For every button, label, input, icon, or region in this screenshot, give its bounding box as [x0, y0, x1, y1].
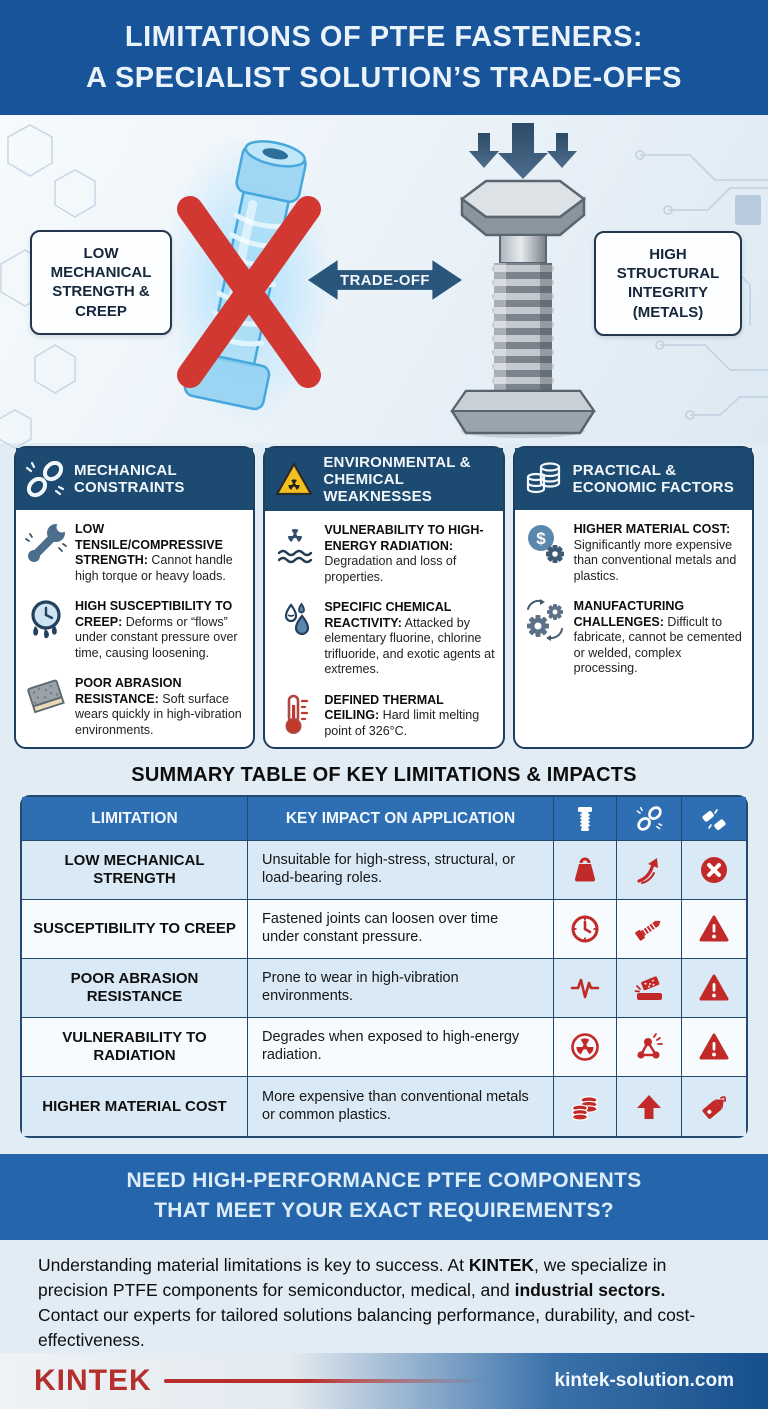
item-lead: DEFINED THERMAL CEILING: — [324, 692, 444, 722]
table-row-limitation: LOW MECHANICAL STRENGTH — [22, 841, 248, 900]
card-mechanical-constraints — [14, 446, 255, 749]
radiation-icon — [570, 1032, 600, 1062]
item-text: Attacked by elementary fluorine, chlorine trifluoride, and exotic agents at extremes. — [324, 615, 495, 676]
bolt-icon — [572, 806, 598, 832]
item-lead: LOW TENSILE/COMPRESSIVE STRENGTH: — [75, 522, 223, 567]
paragraph-text: Understanding material limitations is key to success. At — [38, 1254, 469, 1275]
card-item — [24, 599, 245, 661]
gears-icon — [524, 599, 566, 641]
column-header-limitation: LIMITATION — [22, 797, 248, 841]
coins-stack-icon — [524, 459, 564, 499]
loose-bolt-icon — [634, 914, 664, 944]
warning-triangle-icon — [699, 1032, 729, 1062]
table-row-limitation: POOR ABRASION RESISTANCE — [22, 959, 248, 1018]
limitation-cards — [0, 443, 768, 749]
card-item — [24, 676, 245, 738]
brand-divider-line — [164, 1379, 484, 1383]
metal-strength-label: HIGH STRUCTURAL INTEGRITY (METALS) — [594, 231, 742, 336]
brand-mention: KINTEK — [468, 1254, 535, 1275]
card-practical-economic — [513, 446, 754, 749]
paragraph-text: , we specialize in precision PTFE components for semiconductor, medical, and — [38, 1254, 667, 1300]
card-item — [24, 522, 245, 584]
item-text: Deforms or “flows” under constant pressure over time, causing loosening. — [75, 614, 238, 660]
wrench-icon — [25, 522, 67, 564]
card-environmental-weaknesses — [263, 446, 504, 749]
item-text: Degradation and loss of properties. — [324, 554, 457, 584]
thermometer-icon — [274, 693, 316, 735]
broken-chain-icon — [25, 459, 65, 499]
table-row-limitation: SUSCEPTIBILITY TO CREEP — [22, 900, 248, 959]
kintek-logo: KINTEK — [34, 1363, 152, 1397]
up-arrow-icon — [634, 1092, 664, 1122]
card-item — [523, 522, 744, 584]
warning-triangle-icon — [699, 973, 729, 1003]
card-item — [273, 600, 494, 678]
summary-table-title: SUMMARY TABLE OF KEY LIMITATIONS & IMPACTS — [131, 764, 637, 786]
price-tag-icon — [699, 1092, 729, 1122]
weight-icon — [570, 855, 600, 885]
page-title-line2: A SPECIALIST SOLUTION’S TRADE-OFFS — [86, 61, 682, 94]
paragraph-bold-text: industrial sectors. — [514, 1279, 666, 1300]
card-item — [523, 599, 744, 677]
paragraph-text: Contact our experts for tailored solutions balancing performance, durability, and cost-effectiveness. — [38, 1304, 696, 1350]
item-lead: VULNERABILITY TO HIGH-ENERGY RADIATION: — [324, 523, 484, 553]
deflection-arrow-icon — [634, 855, 664, 885]
svg-text:$: $ — [535, 529, 546, 548]
closing-paragraph — [0, 1240, 768, 1353]
radiation-warning-icon — [274, 460, 314, 500]
abrasive-pad-icon — [25, 676, 67, 718]
item-text: Hard limit melting point of 326°C. — [324, 708, 480, 738]
cta-line1: NEED HIGH-PERFORMANCE PTFE COMPONENTS — [126, 1169, 642, 1192]
cross-circle-icon — [699, 855, 729, 885]
item-lead: HIGH SUSCEPTIBILITY TO CREEP: — [75, 599, 233, 629]
table-row-limitation: HIGHER MATERIAL COST — [22, 1077, 248, 1136]
metal-bolt-illustration — [448, 123, 598, 439]
chemical-droplets-icon — [274, 600, 316, 642]
item-lead: SPECIFIC CHEMICAL REACTIVITY: — [324, 600, 452, 630]
table-row-impact: Fastened joints can loosen over time under constant pressure. — [248, 900, 554, 959]
item-lead: HIGHER MATERIAL COST: — [573, 522, 731, 536]
item-text: Difficult to fabricate, cannot be cemented or welded, complex processing. — [573, 614, 742, 675]
cta-banner — [0, 1154, 768, 1240]
website-link[interactable]: kintek-solution.com — [554, 1369, 734, 1391]
footer-bar — [0, 1353, 768, 1409]
table-row-impact: Prone to wear in high-vibration environments. — [248, 959, 554, 1018]
card-title: ENVIRONMENTAL & CHEMICAL WEAKNESSES — [323, 453, 471, 506]
item-text: Significantly more expensive than conventional metals and plastics. — [573, 537, 737, 583]
item-lead: MANUFACTURING CHALLENGES: — [573, 599, 685, 629]
downward-force-arrows — [469, 123, 577, 179]
warning-triangle-icon — [699, 914, 729, 944]
coins-icon — [570, 1092, 600, 1122]
table-row-impact: More expensive than conventional metals or common plastics. — [248, 1077, 554, 1136]
card-title: MECHANICAL CONSTRAINTS — [74, 461, 185, 496]
card-title: PRACTICAL & ECONOMIC FACTORS — [572, 461, 734, 496]
card-item — [273, 693, 494, 740]
ptfe-weakness-label: LOW MECHANICAL STRENGTH & CREEP — [30, 230, 172, 335]
melting-clock-icon — [25, 599, 67, 641]
trade-off-arrow — [306, 253, 464, 307]
hero-section — [0, 115, 768, 443]
header-banner — [0, 0, 768, 115]
dollar-gear-icon — [524, 522, 566, 564]
abrasion-icon — [634, 973, 664, 1003]
table-row-impact: Degrades when exposed to high-energy radiation. — [248, 1018, 554, 1077]
cta-line2: THAT MEET YOUR EXACT REQUIREMENTS? — [154, 1199, 614, 1223]
page-title-line1: LIMITATIONS OF PTFE FASTENERS: — [124, 21, 644, 54]
summary-table — [20, 795, 748, 1138]
item-text: Cannot handle high torque or heavy loads. — [75, 553, 233, 583]
radiation-waves-icon — [274, 523, 316, 565]
broken-fastener-icon — [701, 806, 727, 832]
table-row-impact: Unsuitable for high-stress, structural, or load-bearing roles. — [248, 841, 554, 900]
trade-off-label-slot: TRADE-OFF — [340, 272, 430, 289]
column-header-impact: KEY IMPACT ON APPLICATION — [248, 797, 554, 841]
card-item — [273, 523, 494, 585]
item-lead: POOR ABRASION RESISTANCE: — [75, 676, 182, 706]
item-text: Soft surface wears quickly in high-vibration environments. — [75, 691, 242, 737]
molecule-break-icon — [634, 1032, 664, 1062]
broken-chain-icon — [636, 805, 663, 832]
vibration-icon — [570, 973, 600, 1003]
clock-icon — [570, 914, 600, 944]
table-row-limitation: VULNERABILITY TO RADIATION — [22, 1018, 248, 1077]
